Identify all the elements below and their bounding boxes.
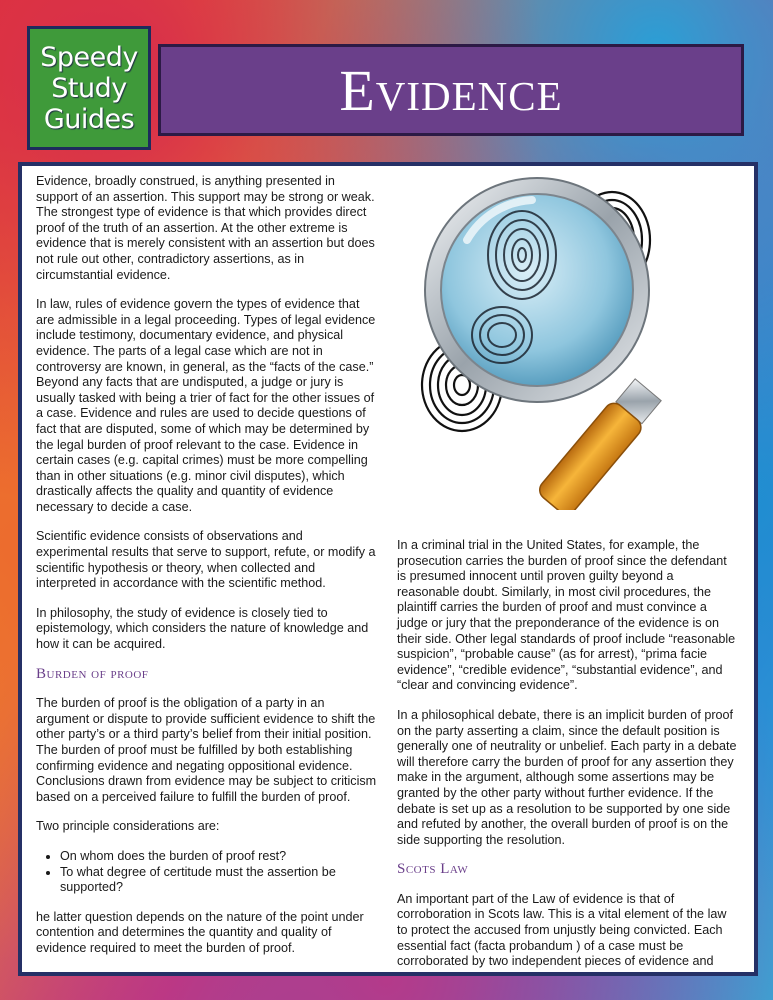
left-column bbox=[36, 174, 378, 971]
magnifying-glass-fingerprint-icon bbox=[382, 170, 754, 510]
scots-law-paragraph: An important part of the Law of evidence is that of corroboration in Scots law. This is a vital element of the law to protect the accused from unjustly being convicted. Each essential fact (facta probandum ) of a case must be corroborated by two independent pieces of evidence and bbox=[397, 891, 727, 969]
burden-paragraph-1: The burden of proof is the obligation of a party in an argument or dispute to provide sufficient evidence to shift the other party’s or a third party’s belief from their initial position. The burden of proof must be fulfilled by both establishing confirming evidence and negating oppositional evidence. Conclusions drawn from evidence may be subject to criticism based on a perceived failure to fulfill the burden of proof. bbox=[36, 696, 377, 804]
content-panel bbox=[18, 162, 758, 976]
title-band bbox=[158, 44, 744, 136]
intro-paragraph-4: In philosophy, the study of evidence is closely tied to epistemology, which considers the nature of knowledge and how it can be acquired. bbox=[36, 605, 369, 652]
logo-line-2: Study bbox=[51, 72, 127, 104]
criminal-trial-paragraph: In a criminal trial in the United States, for example, the prosecution carries the burden of proof since the defendant is presumed innocent until proven guilty beyond a reasonable doubt. Similarly, in most civil procedures, the plaintiff carries the burden of proof and must convince a judge or jury that the preponderance of the evidence is on their side. Other legal standards of proof include “reasonable suspicion”, “probable cause” (as for arrest), “prima facie evidence”, “credible evidence”, “substantial evidence”, and “clear and convincing evidence”. bbox=[397, 538, 736, 693]
intro-paragraph-2: In law, rules of evidence govern the types of evidence that are admissible in a legal proceeding. Types of legal evidence include testimony, documentary evidence, and physical evidence. The parts of a legal case which are not in controversy are known, in general, as the “facts of the case.” Beyond any facts that are undisputed, a judge or jury is usually tasked with being a trier of fact for the other issues of a case. Evidence and rules are used to decide questions of fact that are disputed, some of which may be determined by the legal burden of proof relevant to the case. Evidence in certain cases (e.g. capital crimes) must be more compelling than in other situations (e.g. minor civil disputes), which drastically affects the quality and quantity of evidence necessary to decide a case. bbox=[36, 297, 376, 514]
right-column bbox=[397, 538, 737, 984]
logo-line-1: Speedy bbox=[40, 41, 138, 73]
intro-paragraph-3: Scientific evidence consists of observations and experimental results that serve to support, refute, or modify a scientific hypothesis or theory, when collected and interpreted in accordance with the scientific method. bbox=[36, 529, 376, 591]
page-title: Evidence bbox=[339, 57, 563, 123]
burden-paragraph-2: Two principle considerations are: bbox=[36, 819, 220, 834]
scots-law-heading: Scots Law bbox=[397, 861, 469, 878]
intro-paragraph-1: Evidence, broadly construed, is anything presented in support of an assertion. This support may be strong or weak. The strongest type of evidence is that which provides direct proof of the truth of an assertion. At the other extreme is evidence that is merely consistent with an assertion but does not rule out other, contradictory assertions, as in circumstantial evidence. bbox=[36, 174, 375, 282]
logo-line-3: Guides bbox=[43, 103, 135, 135]
speedy-study-guides-logo bbox=[27, 26, 151, 150]
considerations-list bbox=[36, 849, 378, 896]
list-item: • To what degree of certitude must the assertion be supported? bbox=[60, 865, 378, 896]
list-item: • On whom does the burden of proof rest? bbox=[60, 849, 378, 865]
burden-of-proof-heading: Burden of proof bbox=[36, 665, 149, 682]
closing-paragraph: he latter question depends on the nature of the point under contention and determines the quantity and quality of evidence required to meet the burden of proof. bbox=[36, 909, 364, 955]
philosophical-debate-paragraph: In a philosophical debate, there is an implicit burden of proof on the party asserting a claim, since the default position is generally one of neutrality or unbelief. Each party in a debate will therefore carry the burden of proof for any assertion they make in the argument, although some assertions may be granted by the other party without further evidence. If the debate is set up as a resolution to be supported by one side and refuted by another, the overall burden of proof is on the side supporting the resolution. bbox=[397, 707, 737, 847]
